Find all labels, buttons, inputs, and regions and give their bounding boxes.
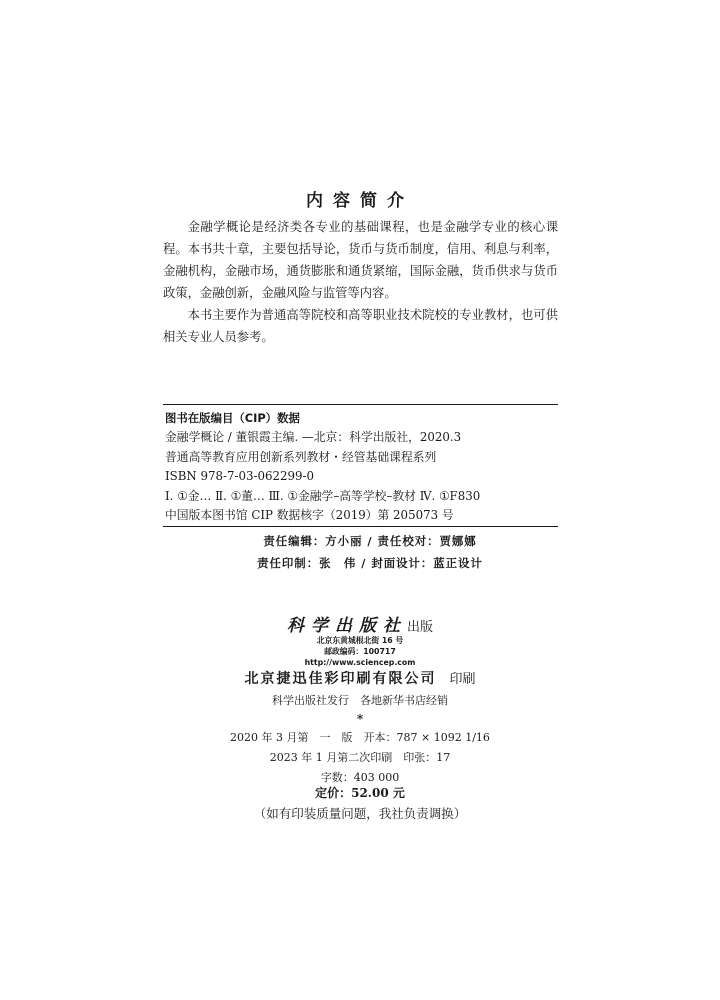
cip-bottom-rule: [163, 526, 558, 527]
cip-line-classification: Ⅰ. ①金… Ⅱ. ①董… Ⅲ. ①金融学–高等学校–教材 Ⅳ. ①F830: [165, 488, 481, 503]
publisher-website: http://www.sciencep.com: [304, 658, 416, 667]
price: 定价：52.00 元: [315, 786, 405, 800]
cip-heading: 图书在版编目（CIP）数据: [165, 411, 300, 425]
edition-line-1: 2020 年 3 月第 一 版 开本：787 × 1092 1/16: [230, 731, 490, 744]
printer-line: [0, 668, 720, 688]
cip-line-record-number: 中国版本图书馆 CIP 数据核字（2019）第 205073 号: [165, 508, 454, 523]
summary-title: 内容简介: [306, 191, 414, 211]
publisher-address: 北京东黄城根北街 16 号: [316, 636, 404, 645]
distribution-line: 科学出版社发行 各地新华书店经销: [272, 694, 448, 707]
edition-line-2: 2023 年 1 月第二次印刷 印张：17: [269, 751, 451, 764]
publisher-postcode: 邮政编码：100717: [324, 647, 396, 656]
cip-block: [165, 409, 555, 525]
summary-paragraph-1: 金融学概论是经济类各专业的基础课程，也是金融学专业的核心课程。本书共十章，主要包括导论，货币与货币制度，信用、利息与利率，金融机构，金融市场，通货膨胀和通货紧缩，国际金融，货币供求与货币政策，金融创新，金融风险与监管等内容。: [163, 220, 558, 300]
edition-info: [0, 728, 720, 788]
cip-line-title: 金融学概论 / 董银霞主编. —北京：科学出版社，2020.3: [165, 430, 462, 445]
publisher-logo: 科学出版社: [286, 616, 407, 636]
staff-production: 责任印制：张 伟 / 封面设计：蓝正设计: [257, 556, 483, 570]
printer-suffix: 印刷: [449, 672, 476, 687]
staff-editors: 责任编辑：方小丽 / 责任校对：贾娜娜: [263, 534, 477, 548]
word-count: 字数：403 000: [320, 771, 400, 784]
publisher-suffix: 出版: [406, 620, 433, 635]
separator-star: *: [356, 712, 364, 726]
publisher-line: [0, 611, 720, 636]
cip-line-series: 普通高等教育应用创新系列教材・经管基础课程系列: [165, 449, 437, 464]
cip-top-rule: [163, 404, 558, 405]
summary-paragraph-2: 本书主要作为普通高等院校和高等职业技术院校的专业教材，也可供相关专业人员参考。: [163, 308, 558, 344]
summary-body: [163, 216, 558, 348]
printer-name: 北京捷迅佳彩印刷有限公司: [244, 671, 437, 687]
quality-note: （如有印装质量问题，我社负责调换）: [253, 806, 467, 821]
cip-line-isbn: ISBN 978-7-03-062299-0: [165, 469, 314, 484]
